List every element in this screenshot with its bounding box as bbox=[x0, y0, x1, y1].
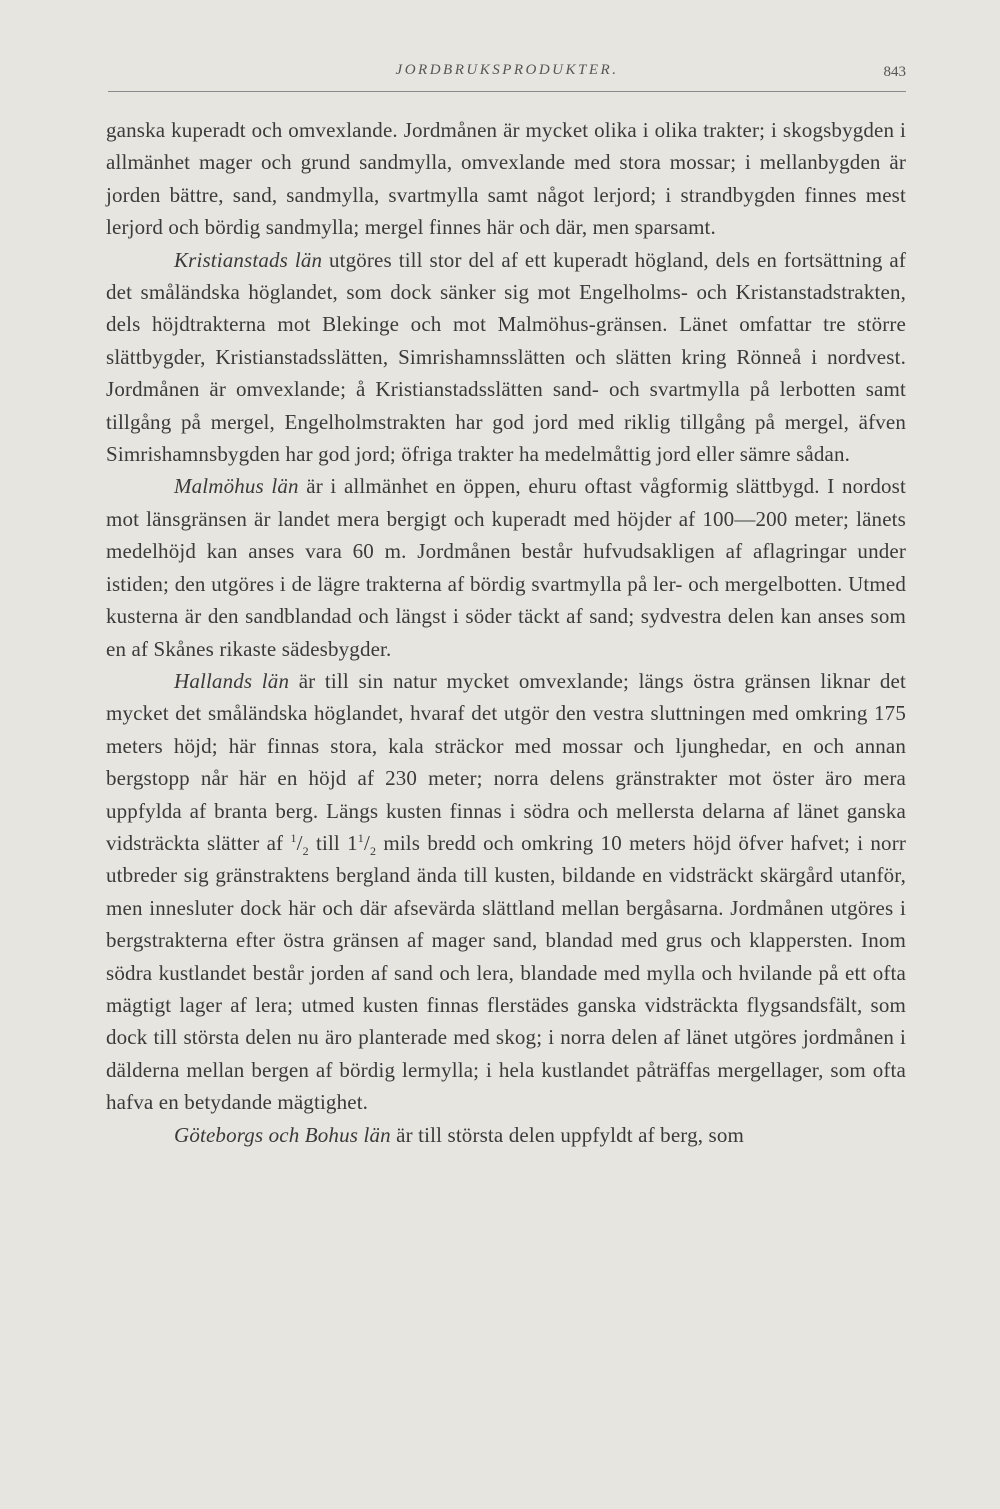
page-number: 843 bbox=[883, 64, 906, 80]
paragraph-continuation bbox=[106, 114, 906, 244]
header-rule bbox=[108, 91, 906, 92]
county-name: Göteborgs och Bohus län bbox=[174, 1122, 391, 1147]
fraction-denominator: 2 bbox=[369, 844, 377, 859]
paragraph-text: är till största delen uppfyldt af berg, som bbox=[390, 1122, 744, 1147]
fraction-numerator: 1 bbox=[290, 830, 297, 845]
paragraph-goteborgs bbox=[106, 1119, 906, 1151]
county-name: Hallands län bbox=[174, 668, 290, 693]
fraction-denominator: 2 bbox=[302, 844, 309, 859]
county-name: Kristianstads län bbox=[174, 247, 323, 272]
paragraph-text: är till sin natur mycket omvexlande; längs östra gränsen liknar det mycket det småländska höglandet, hvaraf det utgör den vestra sluttningen med omkring 175 meters höjd; här finnas stora, kala sträckor med mossar och ljunghedar, en och annan bergstopp når här en höjd af 230 meter; norra delens gränstrakter mot öster äro mera uppfylda af branta berg. Längs kusten finnas i södra och mellersta delarna af länet ganska vidsträckta slätter af bbox=[106, 668, 906, 855]
paragraph-text: är i allmänhet en öppen, ehuru oftast vågformig slättbygd. I nordost mot länsgränsen är landet mera bergigt och kuperadt med höjder af 100—200 meter; länets medelhöjd kan anses vara 60 m. Jordmånen består hufvudsakligen af aflagringar under istiden; den utgöres i de lägre trakterna af bördig svartmylla på ler- och mergelbotten. Utmed kusterna är den sandblandad och längst i söder täckt af sand; sydvestra delen kan anses som en af Skånes rikaste sädesbygder. bbox=[106, 474, 906, 661]
paragraph-malmohus bbox=[106, 470, 906, 664]
county-name: Malmöhus län bbox=[174, 474, 299, 499]
paragraph-text: mils bredd och omkring 10 meters höjd öfver hafvet; i norr utbreder sig gränstraktens bergland ända till kusten, bildande en vidsträckt skärgård utanför, men innesluter dock här och där afsevärda slättland mellan bergåsarna. Jordmånen utgöres i bergstrakterna efter östra gränsen af mager sand, blandad med grus och klappersten. Inom södra kustlandet består jorden af sand och lera, blandade med mylla och hvilande på ett ofta mägtigt lager af lera; utmed kusten finnas flerstädes ganska vidsträckta flygsandsfält, som dock till största delen nu äro planterade med skog; i norra delen af länet utgöres jordmånen i dälderna mellan bergen af bördig lermylla; i hela kustlandet påträffas mergellager, som ofta hafva en betydande mägtighet. bbox=[106, 830, 906, 1115]
paragraph-kristianstads bbox=[106, 244, 906, 471]
body-text bbox=[106, 114, 906, 1151]
running-title: JORDBRUKSPRODUKTER. bbox=[395, 62, 619, 78]
page-header bbox=[108, 62, 906, 86]
paragraph-hallands: Hallands län är till sin natur mycket omvexlande; längs östra gränsen liknar det mycket det småländska höglandet, hvaraf det utgör den vestra sluttningen med omkring 175 meters höjd; här finnas stora, kala sträckor med mossar och ljunghedar, en och annan bergstopp når här en höjd af 230 meter; norra delens gränstrakter mot öster äro mera uppfylda af branta berg. Längs kusten finnas i södra och mellersta delarna af länet ganska vidsträckta slätter af $^1/_2$ till $1^1/_2$ mils bredd och omkring 10 meters höjd öfver hafvet; i norr utbreder sig gränstraktens bergland ända till kusten, bildande en vidsträckt skärgård utanför, men innesluter dock här och där afsevärda slättland mellan bergåsarna. Jordmånen utgöres i bergstrakterna efter östra gränsen af mager sand, blandad med grus och klappersten. Inom södra kustlandet består jorden af sand och lera, blandade med mylla och hvilande på ett ofta mägtigt lager af lera; utmed kusten finnas flerstädes ganska vidsträckta flygsandsfält, som dock till största delen nu äro planterade med skog; i norra delen af länet utgöres jordmånen i dälderna mellan bergen af bördig lermylla; i hela kustlandet påträffas mergellager, som ofta hafva en betydande mägtighet. bbox=[106, 668, 906, 1115]
paragraph-text: ganska kuperadt och omvexlande. Jordmånen är mycket olika i olika trakter; i skogsbygden i allmänhet mager och grund sandmylla, omvexlande med stora mossar; i mellanbygden är jorden bättre, sand, sandmylla, svartmylla samt något lerjord; i strandbygden finnes mest lerjord och bördig sandmylla; mergel finnes här och där, men sparsamt. bbox=[106, 118, 906, 240]
paragraph-text: utgöres till stor del af ett kuperadt högland, dels en fortsättning af det småländska höglandet, som dock sänker sig mot Engelholms- och Kristanstadstrakten, dels höjdtrakterna mot Blekinge och mot Malmöhus-gränsen. Länet omfattar tre större slättbygder, Kristianstadsslätten, Simrishamnsslätten och slätten kring Rönneå i nordvest. Jordmånen är omvexlande; å Kristianstadsslätten sand- och svartmylla på lerbotten samt tillgång på mergel, Engelholmstrakten har god jord med riklig tillgång på mergel, äfven Simrishamnsbygden har god jord; öfriga trakter ha medelmåttig jord eller sämre sådan. bbox=[106, 247, 906, 467]
fraction-numerator: 1 bbox=[357, 830, 364, 845]
paragraph-text: till 1 bbox=[308, 830, 358, 855]
